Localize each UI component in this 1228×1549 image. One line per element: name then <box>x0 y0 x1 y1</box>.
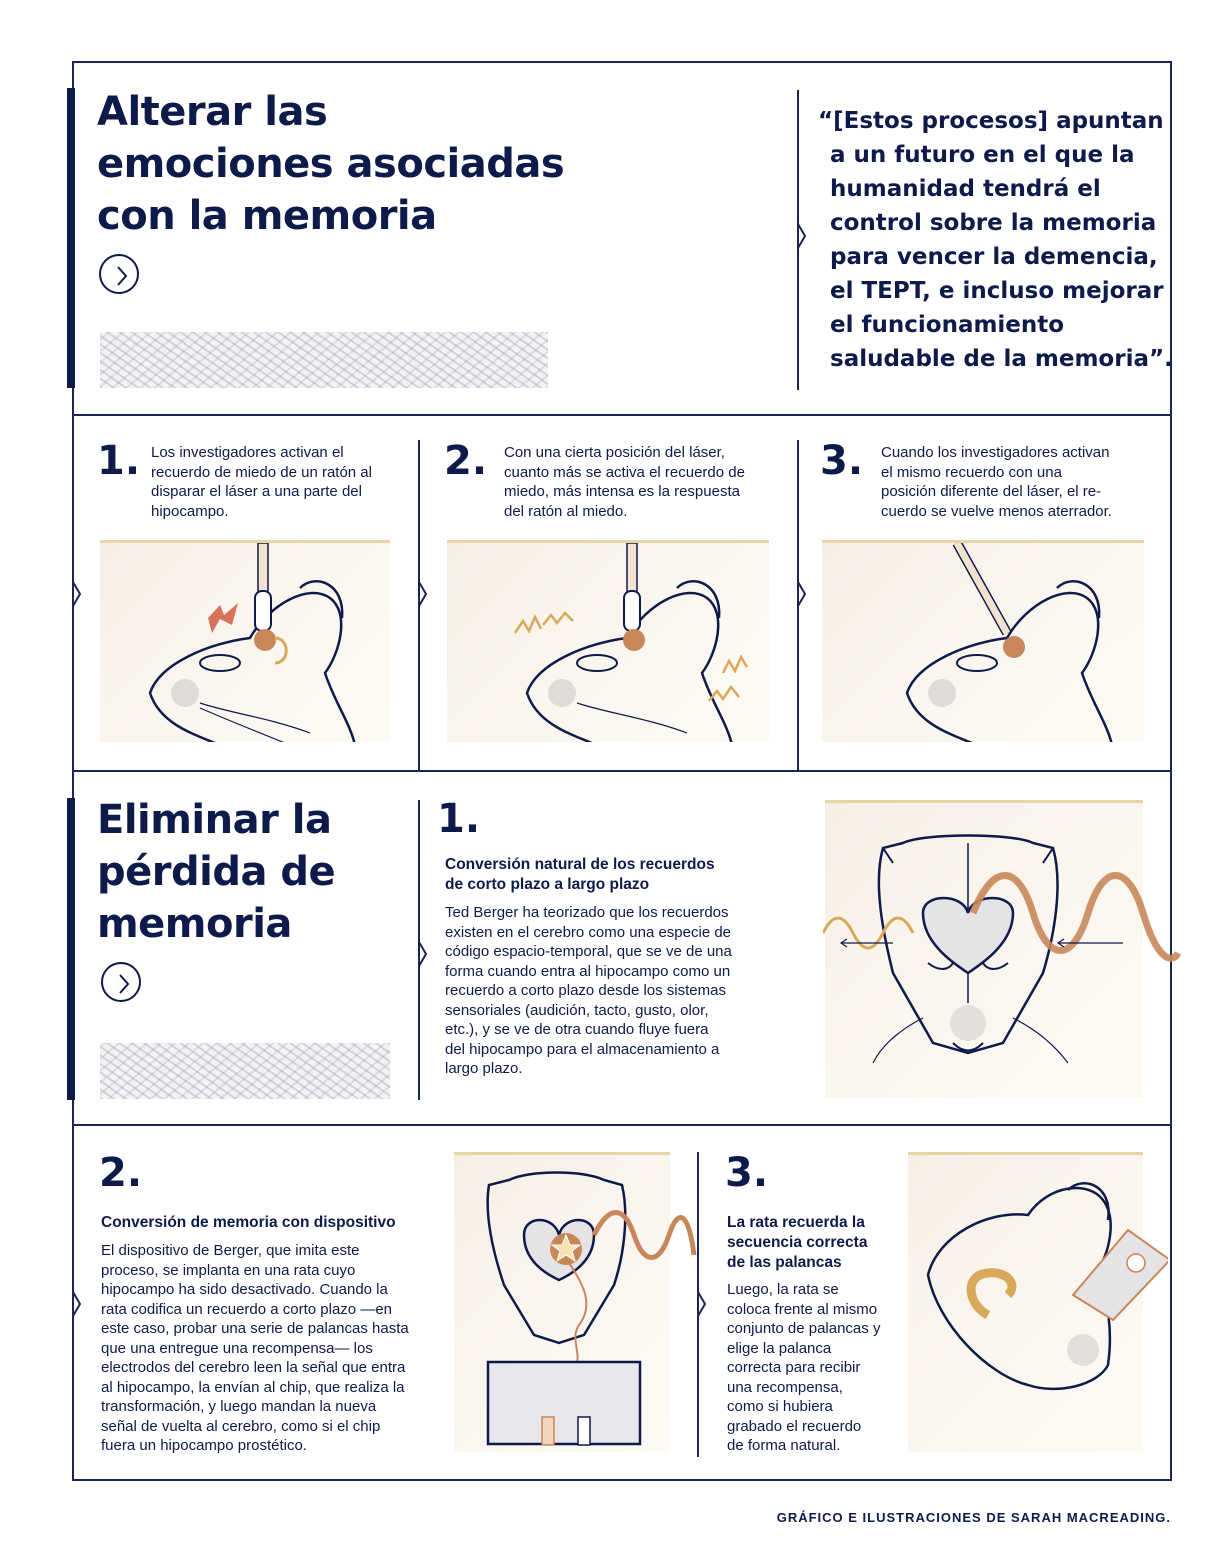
rat-side-icon <box>908 1155 1168 1455</box>
text-line: Con una cierta posición del láser, <box>504 444 725 461</box>
divider-notch-icon <box>68 580 82 608</box>
text-line: fuera un hipocampo prostético. <box>101 1437 307 1454</box>
illustration-rat-laser-1 <box>100 540 390 742</box>
divider <box>72 414 1172 416</box>
text-line: elige la palanca <box>727 1339 832 1357</box>
text-line: este caso, probar una serie de palancas hasta <box>101 1320 409 1337</box>
decorative-texture <box>100 1043 390 1099</box>
text-line: Conversión natural de los recuerdos <box>445 856 715 873</box>
text-line: La rata recuerda la <box>727 1214 865 1231</box>
title-line: con la memoria <box>97 193 437 239</box>
text-line: Los investigadores activan el <box>151 444 344 461</box>
illustration-device <box>454 1152 670 1452</box>
illustration-rat-levers <box>908 1152 1143 1452</box>
text-line: como si hubiera <box>727 1398 833 1415</box>
title-line: Alterar las <box>97 89 328 135</box>
text-line: electrodos del cerebro leen la señal que entra <box>101 1359 406 1376</box>
section1-arrow-button[interactable] <box>99 254 139 294</box>
text-line: proceso, se implanta en una rata cuyo <box>101 1261 356 1279</box>
chevron-right-icon <box>101 256 141 296</box>
title-line: memoria <box>97 901 292 947</box>
decorative-texture <box>100 332 548 388</box>
section-accent-bar <box>67 798 75 1100</box>
step-description <box>151 443 372 521</box>
quote-line: para vencer la demencia, <box>830 244 1158 270</box>
text-line: Luego, la rata se <box>727 1281 839 1298</box>
credit-line: GRÁFICO E ILUSTRACIONES DE SARAH MACREADING. <box>776 1510 1171 1525</box>
text-line: transformación, y luego mandan la nueva <box>101 1398 377 1415</box>
divider-notch-icon <box>793 222 807 250</box>
title-line: pérdida de <box>97 849 336 895</box>
quote-line: el funcionamiento <box>830 312 1065 338</box>
text-line: código espacio-temporal, que se ve de una <box>445 943 732 960</box>
text-line: cuanto más se activa el recuerdo de <box>504 463 745 481</box>
step-description <box>881 443 1112 521</box>
step-heading <box>101 1213 396 1233</box>
title-line: emociones asociadas <box>97 141 565 187</box>
rat-side-icon <box>447 543 769 742</box>
text-line: conjunto de palancas y <box>727 1320 881 1337</box>
quote-line: a un futuro en el que la <box>830 142 1135 168</box>
step-body <box>101 1241 409 1456</box>
step-number: 1. <box>97 438 141 484</box>
text-line: grabado el recuerdo <box>727 1417 862 1435</box>
text-line: una recompensa, <box>727 1378 843 1396</box>
text-line: coloca frente al mismo <box>727 1300 878 1318</box>
section-accent-bar <box>67 88 75 388</box>
divider-notch-icon <box>68 1290 82 1318</box>
rat-top-icon <box>454 1155 704 1455</box>
illustration-rat-laser-3 <box>822 540 1144 742</box>
section2-arrow-button[interactable] <box>101 962 141 1002</box>
text-line: etc.), y se ve de otra cuando fluye fuera <box>445 1021 709 1038</box>
text-line: que una entregue una recompensa— los <box>101 1339 373 1357</box>
text-line: secuencia correcta <box>727 1234 868 1251</box>
text-line: Conversión de memoria con dispositivo <box>101 1214 396 1231</box>
text-line: de las palancas <box>727 1254 842 1271</box>
text-line: miedo, más intensa es la respuesta <box>504 483 740 500</box>
divider-notch-icon <box>414 580 428 608</box>
section2-title <box>97 794 335 950</box>
chevron-right-icon <box>103 964 143 1004</box>
rat-top-icon <box>823 803 1183 1101</box>
divider-notch-icon <box>793 580 807 608</box>
divider-notch-icon <box>414 940 428 968</box>
quote-line: saludable de la memoria”. <box>830 346 1173 372</box>
section1-title <box>97 86 564 242</box>
illustration-rat-laser-2 <box>447 540 769 742</box>
quote-line: humanidad tendrá el <box>830 176 1101 202</box>
text-line: de forma natural. <box>727 1437 841 1454</box>
divider <box>72 770 1172 772</box>
text-line: correcta para recibir <box>727 1359 861 1376</box>
text-line: del ratón al miedo. <box>504 502 628 520</box>
text-line: forma cuando entra al hipocampo como un <box>445 962 731 980</box>
text-line: hipocampo. <box>151 502 229 520</box>
illustration-rat-top-waves <box>825 800 1143 1098</box>
text-line: cuerdo se vuelve menos aterrador. <box>881 502 1112 520</box>
text-line: al hipocampo, la envían al chip, que realiza la <box>101 1378 405 1396</box>
step-heading <box>727 1213 867 1273</box>
quote-line: “[Estos procesos] apuntan <box>818 108 1164 134</box>
text-line: hipocampo ha sido desactivado. Cuando la <box>101 1281 388 1298</box>
step-body <box>727 1280 880 1456</box>
text-line: Ted Berger ha teorizado que los recuerdos <box>445 904 729 921</box>
step-number: 2. <box>444 438 488 484</box>
step-body <box>445 903 732 1079</box>
pull-quote <box>818 104 1178 376</box>
text-line: sensoriales (audición, tacto, gusto, olor, <box>445 1001 709 1019</box>
text-line: largo plazo. <box>445 1060 523 1077</box>
quote-line: control sobre la memoria <box>830 210 1157 236</box>
quote-line: el TEPT, e incluso mejorar <box>830 278 1164 304</box>
text-line: de corto plazo a largo plazo <box>445 876 650 893</box>
step-number: 1. <box>437 796 481 842</box>
step-heading <box>445 855 715 895</box>
title-line: Eliminar la <box>97 797 332 843</box>
step-number: 3. <box>725 1150 769 1196</box>
step-number: 2. <box>99 1150 143 1196</box>
text-line: El dispositivo de Berger, que imita este <box>101 1242 360 1259</box>
text-line: señal de vuelta al cerebro, como si el chip <box>101 1417 381 1435</box>
text-line: el mismo recuerdo con una <box>881 463 1062 481</box>
text-line: recuerdo a corto plazo desde los sistemas <box>445 982 726 999</box>
text-line: posición diferente del láser, el re- <box>881 483 1102 500</box>
divider <box>72 1124 1172 1126</box>
text-line: recuerdo de miedo de un ratón al <box>151 463 372 481</box>
rat-side-icon <box>822 543 1144 742</box>
text-line: del hipocampo para el almacenamiento a <box>445 1040 720 1058</box>
text-line: existen en el cerebro como una especie de <box>445 923 732 941</box>
text-line: rata codifica un recuerdo a corto plazo —en <box>101 1300 392 1318</box>
step-description <box>504 443 745 521</box>
rat-side-icon <box>100 543 390 742</box>
text-line: disparar el láser a una parte del <box>151 483 362 500</box>
step-number: 3. <box>820 438 864 484</box>
text-line: Cuando los investigadores activan <box>881 444 1110 461</box>
